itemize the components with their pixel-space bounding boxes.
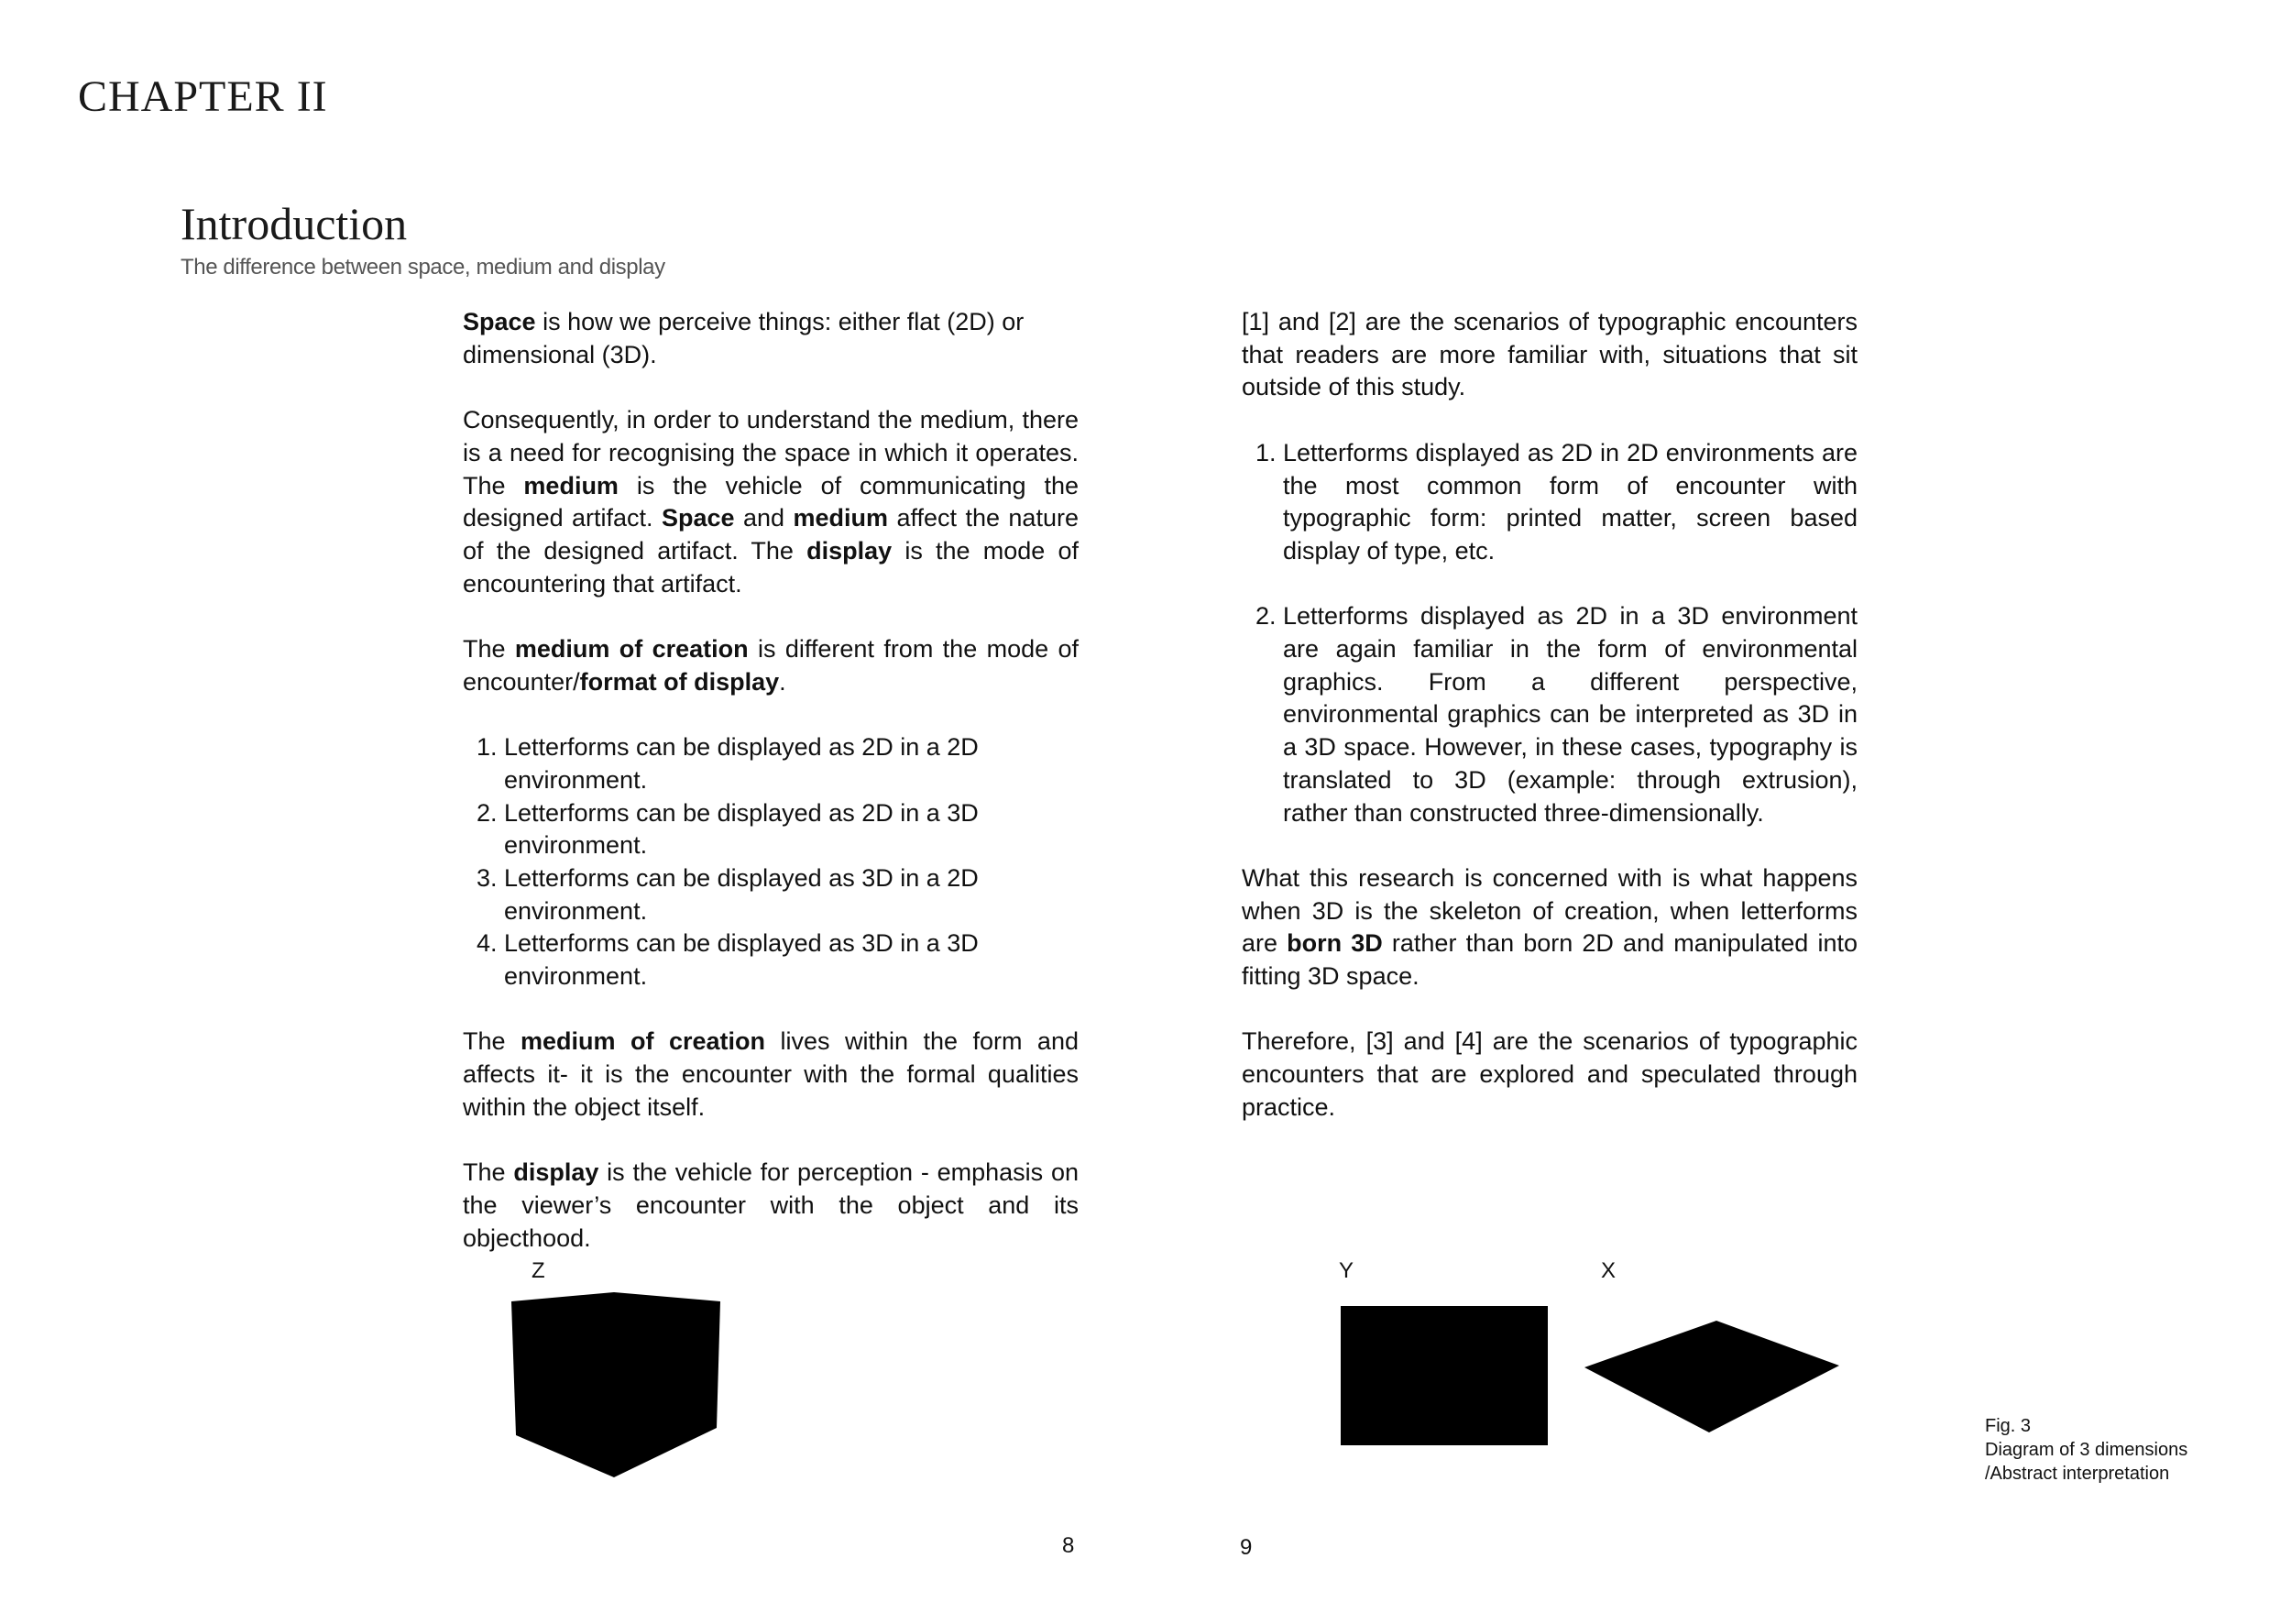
bold-term: format of display bbox=[579, 667, 780, 696]
paragraph-medium bbox=[463, 404, 1079, 600]
paragraph-text: and bbox=[734, 504, 794, 532]
paragraph-text: rather than born 2D and manipulated into fitting 3D space. bbox=[1242, 929, 1858, 991]
paragraph-text: is the vehicle of communicating the designed artifact. bbox=[463, 471, 1079, 532]
bold-term: medium of creation bbox=[521, 1027, 765, 1056]
bold-term: medium of creation bbox=[514, 635, 749, 663]
paragraph-text: is different from the mode of encounter/ bbox=[463, 635, 1079, 696]
list-item: 2. Letterforms can be displayed as 2D in a 3D environment. bbox=[504, 797, 1079, 862]
plane-diamond-shape bbox=[1581, 1318, 1847, 1437]
paragraph-medium-of-creation bbox=[463, 633, 1079, 698]
list-item: 3. Letterforms can be displayed as 3D in a 2D environment. bbox=[504, 862, 1079, 927]
bold-term: born 3D bbox=[1287, 929, 1383, 958]
scenario-list bbox=[463, 731, 1079, 993]
paragraph-display bbox=[463, 1157, 1079, 1255]
diamond-polygon bbox=[1584, 1321, 1839, 1432]
square-rect bbox=[1341, 1306, 1548, 1445]
page-number-right: 9 bbox=[1240, 1535, 1253, 1560]
section-title: Introduction bbox=[181, 198, 408, 249]
left-column bbox=[463, 306, 1079, 1288]
chapter-heading: CHAPTER II bbox=[78, 72, 328, 121]
caption-line: Fig. 3 bbox=[1985, 1416, 2032, 1436]
cube-polygon bbox=[511, 1292, 720, 1477]
paragraph-text: What this research is concerned with is what happens when 3D is the skeleton of creation, when letterforms are bbox=[1242, 863, 1858, 958]
paragraph-text: The bbox=[463, 1027, 521, 1056]
paragraph-text: affect the nature of the designed artifact. The bbox=[463, 504, 1079, 565]
cube-3d-shape bbox=[504, 1283, 733, 1485]
figure-caption bbox=[1985, 1414, 2187, 1486]
list-item: 4. Letterforms can be displayed as 3D in a 3D environment. bbox=[504, 927, 1079, 993]
axis-label-y: Y bbox=[1339, 1258, 1354, 1283]
paragraph-text: lives within the form and affects it- it is the encounter with the formal qualities within the object itself. bbox=[463, 1027, 1079, 1121]
bold-term: medium bbox=[523, 471, 619, 499]
axis-label-x: X bbox=[1601, 1258, 1617, 1283]
bold-term: Space bbox=[463, 308, 536, 335]
paragraph-conclusion: Therefore, [3] and [4] are the scenarios of typographic encounters that are explored and speculated through practice. bbox=[1242, 1027, 1858, 1121]
paragraph-text: is the vehicle for perception - emphasis on the viewer’s encounter with the object and its objecthood. bbox=[463, 1158, 1079, 1252]
paragraph-text: is how we perceive things: either flat (2D) or dimensional (3D). bbox=[463, 308, 1025, 368]
list-item: 1. Letterforms displayed as 2D in 2D environments are the most common form of encounter with typographic form: printed matter, screen based display of type, etc. bbox=[1283, 437, 1858, 568]
bold-term: display bbox=[806, 536, 893, 565]
square-2d-shape bbox=[1338, 1301, 1558, 1448]
paragraph-space bbox=[463, 306, 1079, 371]
axis-label-z: Z bbox=[532, 1258, 545, 1283]
paragraph-familiar-scenarios: [1] and [2] are the scenarios of typographic encounters that readers are more familiar with, situations that sit outside of this study. bbox=[1242, 308, 1858, 401]
paragraph-text: The bbox=[463, 1158, 514, 1187]
caption-line: Diagram of 3 dimensions bbox=[1985, 1440, 2188, 1460]
list-item: 2. Letterforms displayed as 2D in a 3D environment are again familiar in the form of environmental graphics. From a different perspective, environmental graphics can be interpreted as 3D in a 3D space. However, in these cases, typography is translated to 3D (example: through extrusion), rather than constructed three-dimensionally. bbox=[1283, 600, 1858, 829]
caption-line: /Abstract interpretation bbox=[1985, 1464, 2170, 1484]
page-number-left: 8 bbox=[1062, 1533, 1075, 1558]
list-item: 1. Letterforms can be displayed as 2D in a 2D environment. bbox=[504, 731, 1079, 796]
paragraph-research-concern bbox=[1242, 862, 1858, 993]
bold-term: medium bbox=[793, 504, 889, 532]
paragraph-text: is the mode of encountering that artifact. bbox=[463, 536, 1079, 598]
right-column bbox=[1242, 306, 1858, 1157]
paragraph-text: Consequently, in order to understand the medium, there is a need for recognising the space in which it operates. The bbox=[463, 406, 1079, 499]
section-subtitle: The difference between space, medium and display bbox=[181, 255, 665, 280]
paragraph-text: The bbox=[463, 635, 515, 663]
familiar-scenario-list bbox=[1242, 437, 1858, 829]
bold-term: display bbox=[513, 1158, 599, 1187]
bold-term: Space bbox=[662, 504, 735, 532]
paragraph-text: . bbox=[779, 667, 786, 696]
paragraph-form bbox=[463, 1026, 1079, 1124]
